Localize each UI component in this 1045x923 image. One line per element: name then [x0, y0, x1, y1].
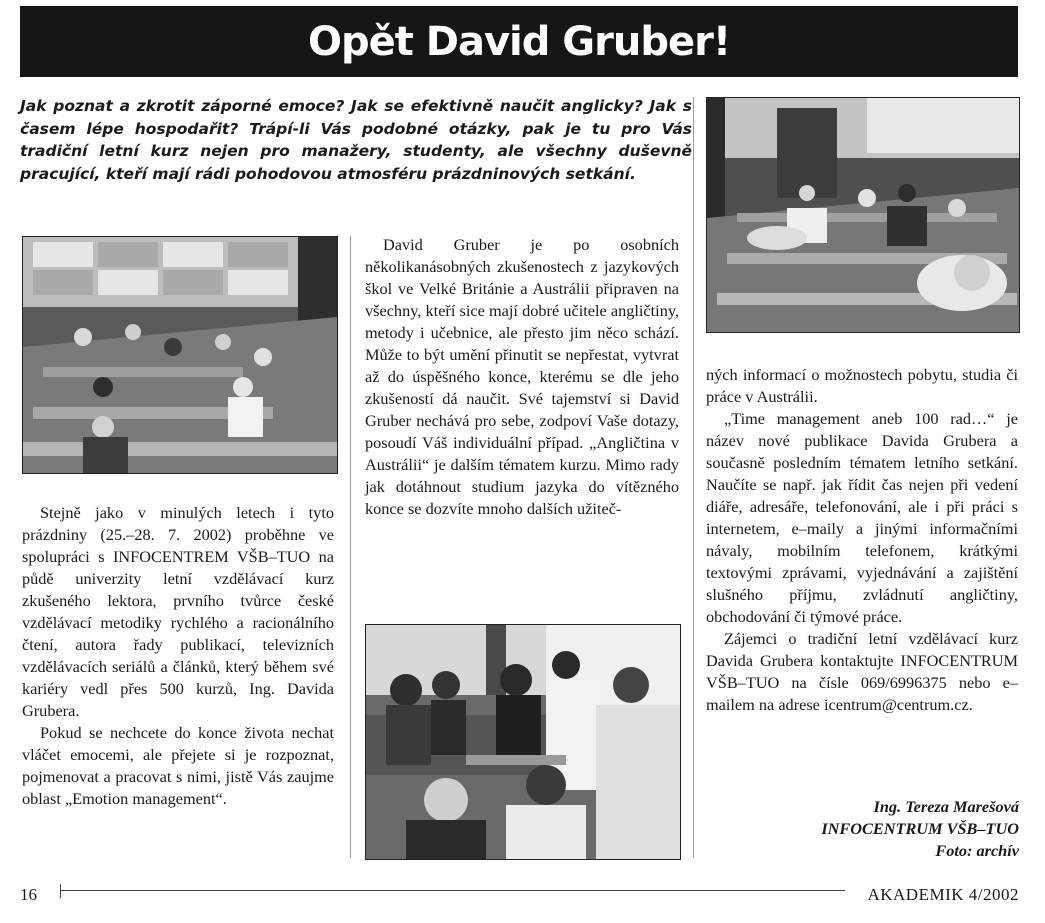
paragraph: Zájemci o tradiční letní vzdělávací kurz Davida Grubera kontaktujte INFOCENTRUM VŠB–TUO na čísle 069/6996375 nebo e–mailem na adrese icentrum@centrum.cz.: [706, 629, 1018, 714]
page-number: 16: [20, 885, 37, 904]
paragraph: ných informací o možnostech pobytu, studia či práce v Austrálii.: [706, 365, 1018, 406]
author-name: Ing. Tereza Marešová: [873, 797, 1019, 816]
paragraph: Stejně jako v minulých letech i tyto prázdniny (25.–28. 7. 2002) proběhne ve spolupráci s INFOCENTREM VŠB–TUO na půdě univerzity letní vzdělávací kurz zkušeného lektora, prvního tvůrce české vzdělávací metodiky rychlého a racionálního čtení, autora řady publikací, televizních vzdělávacích seriálů a článků, který během své kariéry vedl přes 500 kurzů, Ing. Davida Grubera.: [22, 503, 334, 720]
classroom-photo: [22, 236, 338, 474]
group-discussion-photo: [365, 624, 681, 860]
title-banner: [20, 6, 1018, 77]
magazine-issue: AKADEMIK 4/2002: [867, 885, 1019, 904]
author-org: INFOCENTRUM VŠB–TUO: [821, 819, 1019, 838]
paragraph: „Time management aneb 100 rad…“ je název nové publikace Davida Grubera a současně posledním tématem letního setkání. Naučíte se např. jak řídit čas nejen při vedení diáře, adresáře, telefonování, ale i při práci s internetem, e–maily a jinými informačními návaly, mobilním telefonem, krátkými textovými zprávami, vyjednávání a zajištění slušného příjmu, zvládnutí angličtiny, obchodování či týmové práce.: [706, 409, 1018, 626]
author-signature: [821, 796, 1019, 862]
intro-lead: Jak poznat a zkrotit záporné emoce? Jak se efektivně naučit anglicky? Jak s časem lépe hospodařit? Trápí-li Vás podobné otázky, pak je tu pro Vás tradiční letní kurz nejen pro manažery, studenty, ale všechny duševně pracující, kteří mají rádi pohodovou atmosféru prázdninových setkání.: [20, 97, 692, 183]
photo-credit: Foto: archív: [935, 841, 1019, 860]
lecture-hall-photo: [706, 97, 1020, 333]
page-title: Opět David Gruber!: [307, 18, 731, 65]
column-divider: [350, 236, 351, 858]
article-column-2: [365, 234, 679, 520]
footer-rule: [60, 890, 845, 891]
article-column-3: [706, 364, 1018, 716]
column-divider: [693, 97, 694, 858]
paragraph: David Gruber je po osobních několikanásobných zkušenostech z jazykových škol ve Velké Británie a Austrálii připraven na všechny, kteří sice mají dobré učitele angličtiny, metody i učebnice, ale přesto jim něco schází. Může to být umění přinutit se nepřestat, vytvrat až do úspěšného konce, kterému se dle jeho zkušeností dá naučit. Své tajemství si David Gruber nechává pro sebe, zodpoví Vaše dotazy, posoudí Váš individuální případ. „Angličtina v Austrálii“ je dalším tématem kurzu. Mimo rady jak dotáhnout studium jazyka do vítězného konce se dozvíte mnoho dalších užiteč-: [365, 235, 679, 518]
paragraph: Pokud se nechcete do konce života nechat vláčet emocemi, ale přejete si je rozpoznat, pojmenovat a pracovat s nimi, jistě Vás zaujme oblast „Emotion management“.: [22, 723, 334, 808]
footer-tick: [60, 884, 61, 898]
article-column-1: [22, 502, 334, 810]
